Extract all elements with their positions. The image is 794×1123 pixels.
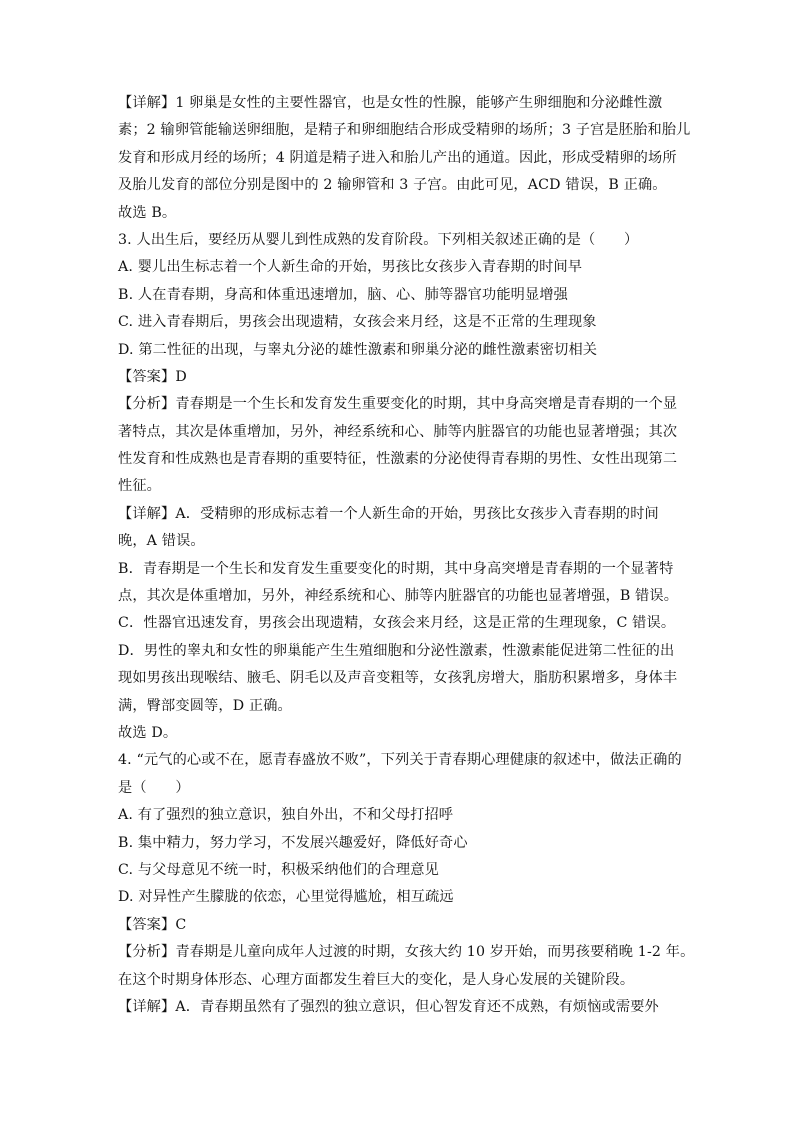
text-line: 故选 B。 xyxy=(118,204,177,221)
text-line: 性发育和性成熟也是青春期的重要特征，性激素的分泌使得青春期的男性、女性出现第二 xyxy=(118,451,678,468)
text-line: 【详解】A．受精卵的形成标志着一个人新生命的开始，男孩比女孩步入青春期的时间 xyxy=(118,505,659,522)
text-line: 在这个时期身体形态、心理方面都发生着巨大的变化，是人身心发展的关键阶段。 xyxy=(118,971,635,988)
text-line: B．青春期是一个生长和发育发生重要变化的时期，其中身高突增是青春期的一个显著特 xyxy=(118,560,674,577)
text-line: 著特点，其次是体重增加，另外，神经系统和心、肺等内脏器官的功能也显著增强；其次 xyxy=(118,423,678,440)
text-line: 【分析】青春期是一个生长和发育发生重要变化的时期，其中身高突增是青春期的一个显 xyxy=(118,396,678,413)
question-3-option-c: C. 进入青春期后，男孩会出现遗精，女孩会来月经，这是不正常的生理现象 xyxy=(118,314,597,331)
text-line: 点，其次是体重增加，另外，神经系统和心、肺等内脏器官的功能也显著增强，B 错误。 xyxy=(118,588,679,605)
question-4-stem-cont: 是（ ） xyxy=(118,779,190,796)
question-3-option-b: B. 人在青春期，身高和体重迅速增加，脑、心、肺等器官功能明显增强 xyxy=(118,286,569,303)
text-line: C．性器官迅速发育，男孩会出现遗精，女孩会来月经，这是正常的生理现象，C 错误。 xyxy=(118,615,676,632)
question-4-option-d: D. 对异性产生朦胧的依恋，心里觉得尴尬，相互疏远 xyxy=(118,889,454,906)
text-line: 素；2 输卵管能输送卵细胞，是精子和卵细胞结合形成受精卵的场所；3 子宫是胚胎和胎儿 xyxy=(118,122,691,139)
question-4-option-c: C. 与父母意见不统一时，积极采纳他们的合理意见 xyxy=(118,861,439,878)
question-4-option-b: B. 集中精力，努力学习，不发展兴趣爱好，降低好奇心 xyxy=(118,834,468,851)
question-4-option-a: A. 有了强烈的独立意识，独自外出，不和父母打招呼 xyxy=(118,807,454,824)
text-line: 故选 D。 xyxy=(118,724,178,741)
text-line: 及胎儿发育的部位分别是图中的 2 输卵管和 3 子宫。由此可见，ACD 错误，B 正确。 xyxy=(118,177,667,194)
question-3-stem: 3. 人出生后，要经历从婴儿到性成熟的发育阶段。下列相关叙述正确的是（ ） xyxy=(118,231,639,248)
question-3-option-a: A. 婴儿出生标志着一个人新生命的开始，男孩比女孩步入青春期的时间早 xyxy=(118,259,583,276)
text-line: 【分析】青春期是儿童向成年人过渡的时期，女孩大约 10 岁开始，而男孩要稍晚 1-2 年。 xyxy=(118,944,695,961)
text-line: 【详解】1 卵巢是女性的主要性器官，也是女性的性腺，能够产生卵细胞和分泌雌性激 xyxy=(118,95,663,111)
text-line: 满，臀部变圆等，D 正确。 xyxy=(118,697,292,714)
text-line: D．男性的睾丸和女性的卵巢能产生生殖细胞和分泌性激素，性激素能促进第二性征的出 xyxy=(118,642,675,659)
question-3-answer: 【答案】D xyxy=(118,368,187,385)
text-line: 性征。 xyxy=(118,478,162,495)
text-line: 现如男孩出现喉结、腋毛、阴毛以及声音变粗等，女孩乳房增大，脂肪积累增多，身体丰 xyxy=(118,670,678,687)
question-3-option-d: D. 第二性征的出现，与睾丸分泌的雄性激素和卵巢分泌的雌性激素密切相关 xyxy=(118,341,598,358)
text-line: 晚，A 错误。 xyxy=(118,533,205,550)
document-page xyxy=(118,90,695,1021)
text-line: 【详解】A．青春期虽然有了强烈的独立意识，但心智发育还不成熟，有烦恼或需要外 xyxy=(118,998,659,1015)
question-4-stem: 4. “元气的心或不在，愿青春盛放不败”，下列关于青春期心理健康的叙述中，做法正确的 xyxy=(118,752,682,769)
question-4-answer: 【答案】C xyxy=(118,916,187,933)
text-line: 发育和形成月经的场所；4 阴道是精子进入和胎儿产出的通道。因此，形成受精卵的场所 xyxy=(118,149,677,166)
